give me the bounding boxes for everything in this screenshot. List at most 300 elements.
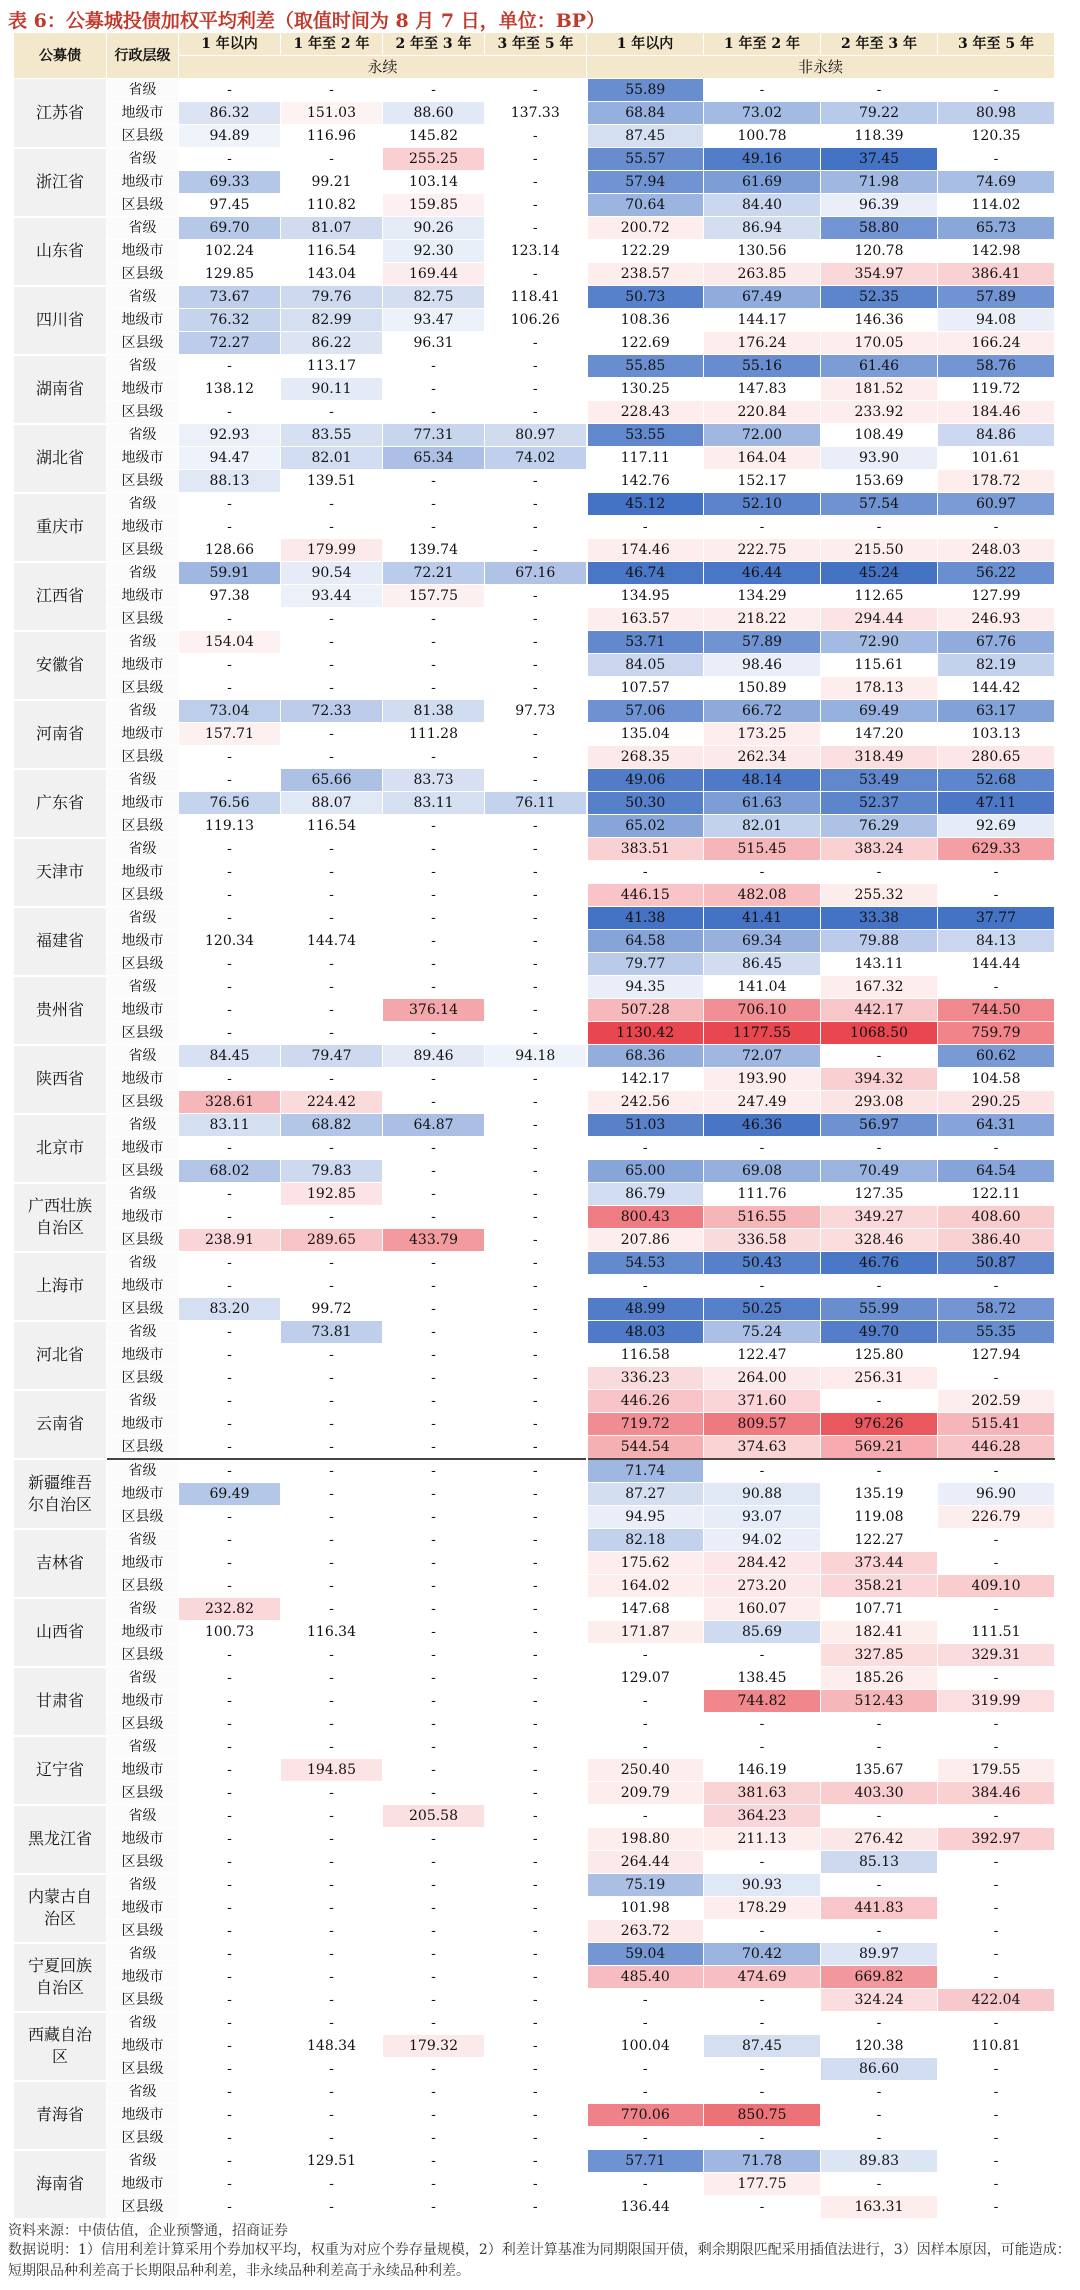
value-cell: - (383, 2173, 485, 2196)
value-cell: 205.58 (383, 1805, 485, 1828)
value-cell: 57.06 (587, 700, 704, 723)
value-cell: - (704, 1644, 821, 1667)
value-cell: 72.07 (704, 1045, 821, 1068)
table-row (14, 677, 1055, 700)
value-cell: 99.21 (281, 171, 383, 194)
value-cell: - (383, 976, 485, 999)
value-cell: 69.49 (821, 700, 938, 723)
value-cell: 79.83 (281, 1160, 383, 1183)
value-cell: 61.63 (704, 792, 821, 815)
value-cell: 86.94 (704, 217, 821, 240)
value-cell: - (281, 2127, 383, 2150)
level-cell: 区县级 (107, 539, 179, 562)
table-row (14, 907, 1055, 930)
level-cell: 地级市 (107, 309, 179, 332)
value-cell: 516.55 (704, 1206, 821, 1229)
value-cell: - (281, 1137, 383, 1160)
value-cell: 84.05 (587, 654, 704, 677)
value-cell: - (587, 1644, 704, 1667)
value-cell: 327.85 (821, 1644, 938, 1667)
value-cell: - (383, 1529, 485, 1552)
value-cell: - (485, 1805, 587, 1828)
value-cell: - (485, 723, 587, 746)
value-cell: - (281, 1483, 383, 1506)
value-cell: 364.23 (704, 1805, 821, 1828)
value-cell: 89.46 (383, 1045, 485, 1068)
value-cell: - (281, 1506, 383, 1529)
table-row (14, 1621, 1055, 1644)
value-cell: - (821, 1459, 938, 1483)
value-cell: 383.24 (821, 838, 938, 861)
province-label: 江西省 (35, 586, 84, 605)
value-cell: 94.95 (587, 1506, 704, 1529)
value-cell: 215.50 (821, 539, 938, 562)
value-cell: - (704, 1851, 821, 1874)
value-cell: - (485, 1713, 587, 1736)
value-cell: 50.87 (938, 1252, 1055, 1275)
value-cell: - (821, 79, 938, 102)
table-row (14, 1344, 1055, 1367)
value-cell: 45.12 (587, 493, 704, 516)
value-cell: - (179, 1897, 281, 1920)
province-label: 湖北省 (35, 448, 84, 467)
value-cell: 255.32 (821, 884, 938, 907)
level-cell: 地级市 (107, 861, 179, 884)
value-cell: - (704, 2081, 821, 2104)
value-cell: - (383, 1644, 485, 1667)
value-cell: - (281, 1367, 383, 1390)
value-cell: - (179, 1966, 281, 1989)
value-cell: 1177.55 (704, 1022, 821, 1045)
value-cell: 41.38 (587, 907, 704, 930)
value-cell: 669.82 (821, 1966, 938, 1989)
value-cell: - (485, 1137, 587, 1160)
value-cell: 408.60 (938, 1206, 1055, 1229)
value-cell: - (179, 148, 281, 171)
value-cell: 82.19 (938, 654, 1055, 677)
value-cell: 211.13 (704, 1828, 821, 1851)
table-row (14, 240, 1055, 263)
value-cell: 474.69 (704, 1966, 821, 1989)
value-cell: 276.42 (821, 1828, 938, 1851)
level-cell: 省级 (107, 700, 179, 723)
value-cell: 146.36 (821, 309, 938, 332)
value-cell: - (383, 2127, 485, 2150)
value-cell: 318.49 (821, 746, 938, 769)
value-cell: - (485, 1874, 587, 1897)
table-row (14, 2035, 1055, 2058)
value-cell: - (485, 1506, 587, 1529)
province-cell (14, 1943, 107, 2012)
province-cell (14, 493, 107, 562)
value-cell: - (938, 79, 1055, 102)
value-cell: 73.81 (281, 1321, 383, 1344)
value-cell: 166.24 (938, 332, 1055, 355)
value-cell: - (281, 1390, 383, 1413)
value-cell: 57.89 (938, 286, 1055, 309)
table-row (14, 1667, 1055, 1690)
value-cell: 422.04 (938, 1989, 1055, 2012)
value-cell: 294.44 (821, 608, 938, 631)
value-cell: - (485, 378, 587, 401)
level-cell: 地级市 (107, 1413, 179, 1436)
value-cell: 354.97 (821, 263, 938, 286)
level-cell: 省级 (107, 769, 179, 792)
value-cell: - (383, 677, 485, 700)
value-cell: - (383, 1321, 485, 1344)
table-row (14, 1252, 1055, 1275)
level-cell: 省级 (107, 1114, 179, 1137)
value-cell: 67.16 (485, 562, 587, 585)
value-cell: 87.45 (587, 125, 704, 148)
value-cell: 50.73 (587, 286, 704, 309)
value-cell: - (281, 493, 383, 516)
table-row (14, 217, 1055, 240)
value-cell: - (821, 1874, 938, 1897)
value-cell: - (179, 1252, 281, 1275)
value-cell: - (383, 907, 485, 930)
level-cell: 区县级 (107, 1506, 179, 1529)
value-cell: 118.41 (485, 286, 587, 309)
table-title: 表 6：公募城投债加权平均利差（取值时间为 8 月 7 日，单位：BP） (8, 10, 606, 32)
value-cell: 138.12 (179, 378, 281, 401)
value-cell: - (383, 1897, 485, 1920)
level-cell: 区县级 (107, 470, 179, 493)
value-cell: - (938, 1529, 1055, 1552)
value-cell: 144.42 (938, 677, 1055, 700)
value-cell: - (383, 2081, 485, 2104)
value-cell: 181.52 (821, 378, 938, 401)
value-cell: - (179, 1275, 281, 1298)
value-cell: 46.74 (587, 562, 704, 585)
value-cell: 72.21 (383, 562, 485, 585)
value-cell: 169.44 (383, 263, 485, 286)
value-cell: - (704, 1713, 821, 1736)
level-cell: 地级市 (107, 999, 179, 1022)
value-cell: 103.14 (383, 171, 485, 194)
value-cell: 111.51 (938, 1621, 1055, 1644)
value-cell: 200.72 (587, 217, 704, 240)
value-cell: 192.85 (281, 1183, 383, 1206)
value-cell: 371.60 (704, 1390, 821, 1413)
value-cell: 178.72 (938, 470, 1055, 493)
value-cell: - (281, 1575, 383, 1598)
value-cell: 113.17 (281, 355, 383, 378)
table-row (14, 2012, 1055, 2035)
province-label: 甘肃省 (35, 1691, 84, 1710)
value-cell: - (383, 1206, 485, 1229)
value-cell: 48.99 (587, 1298, 704, 1321)
value-cell: - (485, 79, 587, 102)
value-cell: 94.35 (587, 976, 704, 999)
value-cell: 65.66 (281, 769, 383, 792)
value-cell: - (485, 861, 587, 884)
value-cell: 194.85 (281, 1759, 383, 1782)
value-cell: 268.35 (587, 746, 704, 769)
value-cell: 89.83 (821, 2150, 938, 2173)
level-cell: 区县级 (107, 1436, 179, 1460)
value-cell: - (485, 1920, 587, 1943)
level-cell: 地级市 (107, 378, 179, 401)
value-cell: 116.96 (281, 125, 383, 148)
value-cell: 76.29 (821, 815, 938, 838)
value-cell: - (281, 1966, 383, 1989)
value-cell: 386.40 (938, 1229, 1055, 1252)
table-row (14, 470, 1055, 493)
value-cell: - (938, 1897, 1055, 1920)
value-cell: - (281, 1252, 383, 1275)
value-cell: 83.20 (179, 1298, 281, 1321)
value-cell: 111.28 (383, 723, 485, 746)
value-cell: 88.13 (179, 470, 281, 493)
value-cell: 329.31 (938, 1644, 1055, 1667)
value-cell: - (485, 1436, 587, 1460)
value-cell: 61.46 (821, 355, 938, 378)
value-cell: - (179, 2012, 281, 2035)
value-cell: 69.34 (704, 930, 821, 953)
value-cell: - (485, 1782, 587, 1805)
table-header (14, 33, 1055, 79)
value-cell: 49.06 (587, 769, 704, 792)
value-cell: - (938, 1667, 1055, 1690)
value-cell: - (383, 884, 485, 907)
value-cell: - (383, 1390, 485, 1413)
table-row (14, 1828, 1055, 1851)
value-cell: - (938, 1966, 1055, 1989)
value-cell: - (383, 1713, 485, 1736)
value-cell: 107.71 (821, 1598, 938, 1621)
value-cell: 70.49 (821, 1160, 938, 1183)
value-cell: 198.80 (587, 1828, 704, 1851)
value-cell: 108.36 (587, 309, 704, 332)
value-cell: 92.69 (938, 815, 1055, 838)
value-cell: - (179, 1759, 281, 1782)
value-cell: 160.07 (704, 1598, 821, 1621)
value-cell: - (281, 1275, 383, 1298)
province-cell (14, 1874, 107, 1943)
value-cell: 515.45 (704, 838, 821, 861)
value-cell: 89.97 (821, 1943, 938, 1966)
table-row (14, 1367, 1055, 1390)
value-cell: 178.29 (704, 1897, 821, 1920)
value-cell: - (179, 2127, 281, 2150)
value-cell: - (383, 1966, 485, 1989)
value-cell: - (485, 2104, 587, 2127)
value-cell: 101.98 (587, 1897, 704, 1920)
value-cell: - (485, 1459, 587, 1483)
value-cell: - (179, 907, 281, 930)
value-cell: 202.59 (938, 1390, 1055, 1413)
spread-table (13, 32, 1055, 2220)
value-cell: 87.27 (587, 1483, 704, 1506)
province-label: 宁夏回族 自治区 (27, 1956, 92, 1997)
level-cell: 地级市 (107, 1759, 179, 1782)
level-cell: 地级市 (107, 1690, 179, 1713)
value-cell: - (179, 1644, 281, 1667)
value-cell: - (938, 1805, 1055, 1828)
value-cell: - (281, 1736, 383, 1759)
value-cell: - (587, 516, 704, 539)
value-cell: - (821, 1920, 938, 1943)
value-cell: - (179, 838, 281, 861)
table-row (14, 1114, 1055, 1137)
table-row (14, 2127, 1055, 2150)
value-cell: 103.13 (938, 723, 1055, 746)
value-cell: - (485, 884, 587, 907)
value-cell: - (383, 1759, 485, 1782)
value-cell: - (179, 1575, 281, 1598)
value-cell: - (383, 1690, 485, 1713)
value-cell: 37.45 (821, 148, 938, 171)
level-cell: 地级市 (107, 654, 179, 677)
value-cell: 383.51 (587, 838, 704, 861)
value-cell: 90.93 (704, 1874, 821, 1897)
table-row (14, 332, 1055, 355)
value-cell: 224.42 (281, 1091, 383, 1114)
header-admin-level: 行政层级 (107, 33, 179, 79)
level-cell: 区县级 (107, 1091, 179, 1114)
level-cell: 区县级 (107, 1920, 179, 1943)
value-cell: 175.62 (587, 1552, 704, 1575)
value-cell: 147.83 (704, 378, 821, 401)
value-cell: 57.94 (587, 171, 704, 194)
value-cell: - (485, 1552, 587, 1575)
value-cell: - (485, 930, 587, 953)
value-cell: 55.57 (587, 148, 704, 171)
level-cell: 区县级 (107, 953, 179, 976)
value-cell: 50.25 (704, 1298, 821, 1321)
value-cell: 147.68 (587, 1598, 704, 1621)
province-cell (14, 1183, 107, 1252)
level-cell: 省级 (107, 838, 179, 861)
value-cell: - (179, 999, 281, 1022)
value-cell: - (179, 516, 281, 539)
value-cell: - (179, 1851, 281, 1874)
level-cell: 区县级 (107, 815, 179, 838)
level-cell: 区县级 (107, 1782, 179, 1805)
value-cell: 263.72 (587, 1920, 704, 1943)
value-cell: 153.69 (821, 470, 938, 493)
value-cell: - (704, 1989, 821, 2012)
value-cell: 485.40 (587, 1966, 704, 1989)
value-cell: 52.35 (821, 286, 938, 309)
table-row (14, 1091, 1055, 1114)
province-label: 海南省 (35, 2174, 84, 2193)
table-row (14, 1805, 1055, 1828)
value-cell: - (179, 608, 281, 631)
value-cell: 179.55 (938, 1759, 1055, 1782)
province-label: 河南省 (35, 724, 84, 743)
value-cell: - (704, 1920, 821, 1943)
table-row (14, 1413, 1055, 1436)
value-cell: 256.31 (821, 1367, 938, 1390)
value-cell: - (821, 1137, 938, 1160)
value-cell: - (281, 1644, 383, 1667)
value-cell: 629.33 (938, 838, 1055, 861)
value-cell: 118.39 (821, 125, 938, 148)
value-cell: - (938, 1920, 1055, 1943)
value-cell: - (938, 1943, 1055, 1966)
value-cell: 64.87 (383, 1114, 485, 1137)
level-cell: 省级 (107, 1529, 179, 1552)
value-cell: - (383, 1160, 485, 1183)
value-cell: 392.97 (938, 1828, 1055, 1851)
value-cell: 142.17 (587, 1068, 704, 1091)
value-cell: - (179, 1183, 281, 1206)
value-cell: - (281, 1068, 383, 1091)
value-cell: 75.19 (587, 1874, 704, 1897)
province-label: 安徽省 (35, 655, 84, 674)
value-cell: - (485, 125, 587, 148)
value-cell: - (485, 907, 587, 930)
value-cell: 290.25 (938, 1091, 1055, 1114)
table-row (14, 1321, 1055, 1344)
value-cell: 65.00 (587, 1160, 704, 1183)
value-cell: 83.55 (281, 424, 383, 447)
value-cell: 719.72 (587, 1413, 704, 1436)
province-label: 北京市 (35, 1138, 84, 1157)
table-row (14, 1206, 1055, 1229)
value-cell: - (383, 1736, 485, 1759)
table-row (14, 608, 1055, 631)
value-cell: 51.03 (587, 1114, 704, 1137)
value-cell: - (281, 677, 383, 700)
value-cell: - (179, 2196, 281, 2219)
value-cell: 97.45 (179, 194, 281, 217)
province-label: 云南省 (35, 1414, 84, 1434)
level-cell: 地级市 (107, 1068, 179, 1091)
value-cell: 129.85 (179, 263, 281, 286)
value-cell: 65.02 (587, 815, 704, 838)
value-cell: 442.17 (821, 999, 938, 1022)
header-group-nonperpetual: 非永续 (587, 56, 1055, 79)
value-cell: 130.25 (587, 378, 704, 401)
value-cell: - (281, 1713, 383, 1736)
value-cell: 171.87 (587, 1621, 704, 1644)
value-cell: 52.68 (938, 769, 1055, 792)
value-cell: 142.98 (938, 240, 1055, 263)
value-cell: - (281, 861, 383, 884)
value-cell: - (485, 2173, 587, 2196)
value-cell: 55.85 (587, 355, 704, 378)
value-cell: - (281, 2104, 383, 2127)
header-bond-type: 公募债 (14, 33, 107, 79)
value-cell: - (281, 1206, 383, 1229)
value-cell: 85.69 (704, 1621, 821, 1644)
value-cell: - (704, 2127, 821, 2150)
data-note: 数据说明：1）信用利差计算采用个券加权平均，权重为对应个券存量规模，2）利差计算基准为同期限国开债，剩余期限匹配采用插值法进行，3）因样本原因，可能造成：短期限品种利差高于长期限品种利差，非永续品种利差高于永续品种利差。 (8, 2242, 1071, 2279)
value-cell: 82.99 (281, 309, 383, 332)
value-cell: 93.90 (821, 447, 938, 470)
header-term-2: 1 年至 2 年 (281, 33, 383, 56)
value-cell: 55.99 (821, 1298, 938, 1321)
province-cell (14, 1390, 107, 1460)
value-cell: 222.75 (704, 539, 821, 562)
value-cell: - (281, 1805, 383, 1828)
table-row (14, 1483, 1055, 1506)
value-cell: - (704, 79, 821, 102)
value-cell: - (281, 631, 383, 654)
value-cell: - (485, 1644, 587, 1667)
value-cell: - (485, 2035, 587, 2058)
value-cell: 207.86 (587, 1229, 704, 1252)
value-cell: - (485, 263, 587, 286)
value-cell: 80.98 (938, 102, 1055, 125)
value-cell: 86.45 (704, 953, 821, 976)
table-row (14, 424, 1055, 447)
value-cell: 120.78 (821, 240, 938, 263)
value-cell: - (938, 2150, 1055, 2173)
